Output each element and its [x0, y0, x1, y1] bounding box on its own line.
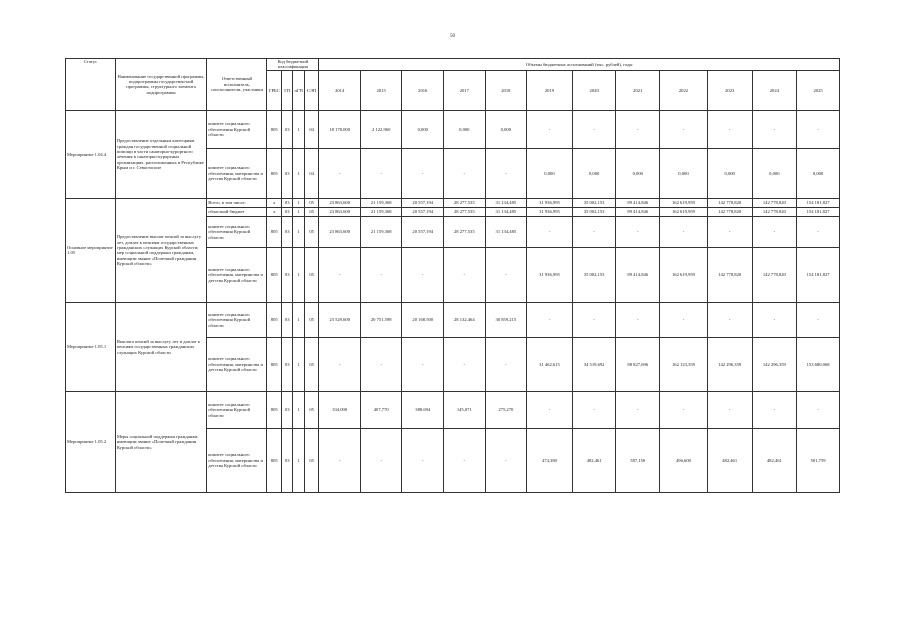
value-cell: -: [319, 148, 361, 198]
value-cell: -: [527, 216, 573, 247]
value-cell: -: [527, 110, 573, 148]
value-cell: 89 414,846: [616, 247, 660, 302]
value-cell: 35 002,153: [572, 198, 616, 207]
value-cell: 0,000: [444, 110, 486, 148]
value-cell: -: [527, 391, 573, 428]
value-cell: 501,759: [797, 428, 840, 492]
table-row: [66, 302, 840, 337]
code-cell: 1: [293, 391, 304, 428]
value-cell: 142 778,820: [707, 247, 752, 302]
code-cell: 805: [267, 216, 282, 247]
code-cell: х: [267, 207, 282, 216]
value-cell: -: [752, 302, 797, 337]
code-cell: 1: [293, 198, 304, 207]
value-cell: 30 859,215: [485, 302, 527, 337]
value-cell: 0,000: [707, 148, 752, 198]
value-cell: -: [485, 337, 527, 391]
header-code-col: СЭП: [304, 70, 319, 110]
value-cell: 23 863,600: [319, 198, 361, 207]
header-status: Статус: [66, 59, 116, 111]
responsible-cell: комитет социального обеспечения, материнства и детства Курской области: [207, 428, 267, 492]
value-cell: -: [444, 337, 486, 391]
responsible-cell: Всего, в том числе:: [207, 198, 267, 207]
status-cell: Мероприятие 1.05.2: [66, 391, 116, 492]
status-cell: Мероприятие 1.04.4: [66, 110, 116, 198]
responsible-cell: комитет социального обеспечения, материнства и детства Курской области: [207, 247, 267, 302]
responsible-cell: комитет социального обеспечения Курской области: [207, 110, 267, 148]
value-cell: 334,000: [319, 391, 361, 428]
value-cell: -: [660, 110, 708, 148]
value-cell: 31 936,995: [527, 198, 573, 207]
header-year: 2017: [444, 70, 486, 110]
value-cell: 20 557,194: [402, 198, 444, 207]
value-cell: 0,000: [485, 110, 527, 148]
value-cell: -: [616, 216, 660, 247]
header-year: 2024: [752, 70, 797, 110]
code-cell: 03: [282, 391, 293, 428]
value-cell: 142 778,820: [752, 207, 797, 216]
code-cell: 05: [304, 391, 319, 428]
table-row: [66, 198, 840, 207]
value-cell: 31 936,995: [527, 207, 573, 216]
header-budget-code: Код бюджетной классификации: [267, 59, 319, 71]
value-cell: -: [572, 216, 616, 247]
value-cell: 28 277,535: [444, 198, 486, 207]
value-cell: -: [797, 110, 840, 148]
header-volumes: Объемы бюджетных ассигнований (тыс. рублей), годы: [319, 59, 840, 71]
value-cell: 21 159,368: [360, 198, 402, 207]
code-cell: 805: [267, 302, 282, 337]
program-name-cell: Предоставление отдельным категориям граждан государственной социальной помощи в части санаторно-курортного лечения в санаторно-курортных организациях, расположенных в Республике Крым и г. Севастополе: [115, 110, 206, 198]
table-row: [66, 110, 840, 148]
value-cell: 21 159,368: [360, 216, 402, 247]
value-cell: -: [319, 247, 361, 302]
value-cell: 88 827,696: [616, 337, 660, 391]
header-year: 2022: [660, 70, 708, 110]
value-cell: -: [572, 302, 616, 337]
value-cell: -: [616, 302, 660, 337]
code-cell: х: [267, 198, 282, 207]
code-cell: 805: [267, 247, 282, 302]
value-cell: -: [797, 302, 840, 337]
code-cell: 04: [304, 148, 319, 198]
value-cell: 162 619,959: [660, 207, 708, 216]
value-cell: 0,000: [660, 148, 708, 198]
code-cell: 805: [267, 337, 282, 391]
header-code-col: пГП: [293, 70, 304, 110]
header-program-name: Наименование государственной программы, подпрограммы государствен-ной программы, структурного элемента подпрограммы: [115, 59, 206, 111]
code-cell: 03: [282, 207, 293, 216]
value-cell: -: [572, 391, 616, 428]
header-responsible: Ответственный исполнитель, соисполнители, участники: [207, 59, 267, 111]
responsible-cell: областной бюджет: [207, 207, 267, 216]
value-cell: -: [444, 247, 486, 302]
value-cell: 0,000: [616, 148, 660, 198]
code-cell: 1: [293, 302, 304, 337]
value-cell: 153 680,068: [797, 337, 840, 391]
value-cell: 20 751,598: [360, 302, 402, 337]
value-cell: 31 134,485: [485, 207, 527, 216]
code-cell: 03: [282, 337, 293, 391]
value-cell: -: [444, 148, 486, 198]
value-cell: 20 168,500: [402, 302, 444, 337]
value-cell: -: [752, 216, 797, 247]
header-year: 2018: [485, 70, 527, 110]
value-cell: 28 277,535: [444, 207, 486, 216]
value-cell: 142 778,820: [707, 207, 752, 216]
value-cell: -: [485, 428, 527, 492]
header-year: 2023: [707, 70, 752, 110]
value-cell: 31 134,485: [485, 216, 527, 247]
value-cell: -: [616, 110, 660, 148]
value-cell: -: [360, 428, 402, 492]
value-cell: -: [660, 391, 708, 428]
value-cell: 28 132,464: [444, 302, 486, 337]
value-cell: 31 134,485: [485, 198, 527, 207]
program-name-cell: Предоставление выплат пенсий за выслугу лет, доплат к пенсиям государственных гражданских служащих Курской области; мер социальной поддержки гражданам, имеющим звание «Почетный гражданин Курской области»: [115, 198, 206, 302]
value-cell: 162 619,959: [660, 247, 708, 302]
status-cell: Мероприятие 1.05.1: [66, 302, 116, 391]
value-cell: 31 462,615: [527, 337, 573, 391]
value-cell: -: [660, 302, 708, 337]
value-cell: 89 414,846: [616, 198, 660, 207]
value-cell: -: [402, 247, 444, 302]
code-cell: 05: [304, 207, 319, 216]
value-cell: 142 296,359: [707, 337, 752, 391]
value-cell: -: [444, 428, 486, 492]
value-cell: 496,600: [660, 428, 708, 492]
value-cell: 34 519,692: [572, 337, 616, 391]
value-cell: 21 159,368: [360, 207, 402, 216]
code-cell: 05: [304, 302, 319, 337]
value-cell: -: [797, 391, 840, 428]
value-cell: 474,380: [527, 428, 573, 492]
table-row: [66, 391, 840, 428]
code-cell: 1: [293, 337, 304, 391]
value-cell: -: [660, 216, 708, 247]
budget-table: [65, 58, 840, 493]
code-cell: 03: [282, 110, 293, 148]
status-cell: Основное мероприятие 1.05: [66, 198, 116, 302]
code-cell: 03: [282, 198, 293, 207]
responsible-cell: комитет социального обеспечения, материнства и детства Курской области: [207, 148, 267, 198]
value-cell: 28 277,535: [444, 216, 486, 247]
value-cell: 154 181,827: [797, 207, 840, 216]
value-cell: 89 414,846: [616, 207, 660, 216]
value-cell: -: [319, 428, 361, 492]
value-cell: -: [572, 110, 616, 148]
value-cell: -: [527, 302, 573, 337]
value-cell: 23 863,600: [319, 207, 361, 216]
value-cell: -: [402, 428, 444, 492]
value-cell: 162 123,359: [660, 337, 708, 391]
value-cell: -: [485, 148, 527, 198]
value-cell: -: [797, 216, 840, 247]
value-cell: -: [402, 148, 444, 198]
code-cell: 805: [267, 110, 282, 148]
value-cell: 0,000: [402, 110, 444, 148]
value-cell: 587,150: [616, 428, 660, 492]
responsible-cell: комитет социального обеспечения Курской области: [207, 391, 267, 428]
responsible-cell: комитет социального обеспечения, материнства и детства Курской области: [207, 337, 267, 391]
value-cell: 20 557,194: [402, 216, 444, 247]
value-cell: 142 296,359: [752, 337, 797, 391]
value-cell: -: [360, 337, 402, 391]
value-cell: 275,270: [485, 391, 527, 428]
header-year: 2021: [616, 70, 660, 110]
value-cell: -: [360, 247, 402, 302]
value-cell: 31 936,995: [527, 247, 573, 302]
value-cell: 0,000: [527, 148, 573, 198]
code-cell: 1: [293, 216, 304, 247]
code-cell: 1: [293, 207, 304, 216]
value-cell: 18 178,000: [319, 110, 361, 148]
value-cell: 35 002,153: [572, 247, 616, 302]
value-cell: 0,000: [797, 148, 840, 198]
program-name-cell: Выплата пенсий за выслугу лет и доплат к пенсиям государственных гражданских служащих Курской области: [115, 302, 206, 391]
value-cell: -: [707, 216, 752, 247]
value-cell: 482,461: [707, 428, 752, 492]
header-year: 2019: [527, 70, 573, 110]
value-cell: 482,461: [752, 428, 797, 492]
code-cell: 05: [304, 247, 319, 302]
program-name-cell: Меры социальной поддержки гражданам, имеющим звание «Почетный гражданин Курской области»: [115, 391, 206, 492]
value-cell: 20 557,194: [402, 207, 444, 216]
code-cell: 05: [304, 198, 319, 207]
value-cell: -: [319, 337, 361, 391]
responsible-cell: комитет социального обеспечения Курской области: [207, 302, 267, 337]
code-cell: 03: [282, 247, 293, 302]
code-cell: 03: [282, 428, 293, 492]
header-year: 2015: [360, 70, 402, 110]
header-year: 2016: [402, 70, 444, 110]
value-cell: 23 529,600: [319, 302, 361, 337]
value-cell: 0,000: [752, 148, 797, 198]
value-cell: -: [616, 391, 660, 428]
value-cell: 0,000: [572, 148, 616, 198]
header-year: 2020: [572, 70, 616, 110]
code-cell: 1: [293, 110, 304, 148]
table-body: [66, 110, 840, 492]
value-cell: 154 181,827: [797, 198, 840, 207]
value-cell: -: [707, 302, 752, 337]
responsible-cell: комитет социального обеспечения Курской области: [207, 216, 267, 247]
value-cell: 154 181,827: [797, 247, 840, 302]
value-cell: 162 619,959: [660, 198, 708, 207]
code-cell: 1: [293, 247, 304, 302]
value-cell: -: [402, 337, 444, 391]
value-cell: 482,461: [572, 428, 616, 492]
page-number: 50: [450, 34, 455, 39]
header-year: 2014: [319, 70, 361, 110]
code-cell: 03: [282, 302, 293, 337]
code-cell: 805: [267, 391, 282, 428]
value-cell: 2 122,960: [360, 110, 402, 148]
code-cell: 03: [282, 148, 293, 198]
value-cell: -: [752, 110, 797, 148]
value-cell: 142 778,820: [707, 198, 752, 207]
value-cell: -: [752, 391, 797, 428]
value-cell: -: [707, 391, 752, 428]
value-cell: 145,071: [444, 391, 486, 428]
header-code-col: ГП: [282, 70, 293, 110]
code-cell: 03: [282, 216, 293, 247]
header-year: 2025: [797, 70, 840, 110]
code-cell: 05: [304, 337, 319, 391]
code-cell: 04: [304, 110, 319, 148]
code-cell: 805: [267, 148, 282, 198]
code-cell: 05: [304, 428, 319, 492]
value-cell: 142 778,820: [752, 198, 797, 207]
code-cell: 805: [267, 428, 282, 492]
header-code-col: ГРБС: [267, 70, 282, 110]
value-cell: -: [360, 148, 402, 198]
value-cell: 407,770: [360, 391, 402, 428]
value-cell: 142 778,820: [752, 247, 797, 302]
code-cell: 05: [304, 216, 319, 247]
value-cell: 23 863,600: [319, 216, 361, 247]
table-header: [66, 59, 840, 111]
value-cell: 35 002,153: [572, 207, 616, 216]
value-cell: -: [707, 110, 752, 148]
code-cell: 1: [293, 428, 304, 492]
code-cell: 1: [293, 148, 304, 198]
value-cell: 388,694: [402, 391, 444, 428]
value-cell: -: [485, 247, 527, 302]
